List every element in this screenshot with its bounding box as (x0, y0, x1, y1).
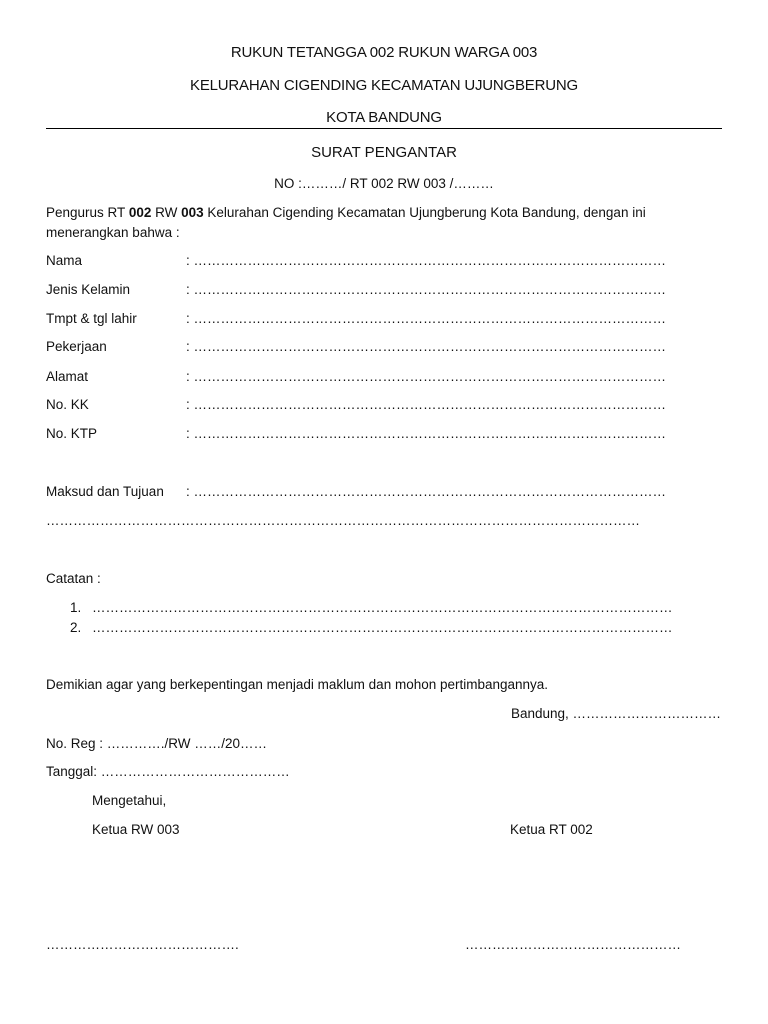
intro-paragraph (46, 203, 714, 243)
field-value-pekerjaan: : …………………………………………………………………………………………… (186, 339, 667, 354)
field-value-no-ktp: : …………………………………………………………………………………………… (186, 426, 667, 441)
purpose-continuation: …………………………………………………………………………………………………………………… (46, 513, 640, 528)
place-date: Bandung, …………………………… (510, 706, 721, 721)
field-label-no-ktp: No. KTP (46, 426, 98, 441)
rt-signature-line: ………………………………………… (465, 937, 681, 952)
note-number-1: 1. (70, 600, 82, 615)
intro-text: RW (151, 205, 182, 220)
note-line-2: ………………………………………………………………………………………………………………… (92, 620, 673, 635)
field-value-alamat: : …………………………………………………………………………………………… (186, 369, 667, 384)
header-line-1: RUKUN TETANGGA 002 RUKUN WARGA 003 (230, 44, 538, 61)
field-label-pekerjaan: Pekerjaan (46, 339, 107, 354)
field-value-nama: : …………………………………………………………………………………………… (186, 253, 667, 268)
field-value-no-kk: : …………………………………………………………………………………………… (186, 397, 667, 412)
header-divider (46, 128, 722, 129)
acknowledged-label: Mengetahui, (92, 793, 167, 808)
intro-text: Kelurahan Cigending Kecamatan Ujungberung Kota Bandung, dengan ini menerangkan bahwa : (46, 205, 646, 240)
field-label-no-kk: No. KK (46, 397, 89, 412)
intro-rw-number: 003 (181, 205, 204, 220)
registration-number: No. Reg : …………./RW ……/20…… (46, 736, 268, 751)
note-number-2: 2. (70, 620, 82, 635)
intro-rt-number: 002 (128, 205, 152, 220)
notes-label: Catatan : (46, 571, 101, 586)
document-title: SURAT PENGANTAR (311, 144, 457, 161)
field-label-nama: Nama (46, 253, 83, 268)
field-value-tempat-tgl-lahir: : …………………………………………………………………………………………… (186, 311, 667, 326)
rt-chairman-title: Ketua RT 002 (510, 822, 593, 837)
rw-chairman-title: Ketua RW 003 (92, 822, 180, 837)
field-label-alamat: Alamat (46, 369, 89, 384)
field-label-tempat-tgl-lahir: Tmpt & tgl lahir (46, 311, 137, 326)
intro-text: Pengurus RT (46, 205, 129, 220)
field-label-jenis-kelamin: Jenis Kelamin (46, 282, 131, 297)
rw-signature-line: ……………………………………. (46, 937, 239, 952)
closing-statement: Demikian agar yang berkepentingan menjadi maklum dan mohon pertimbangannya. (46, 677, 549, 692)
date-line: Tanggal: …………………………………… (46, 764, 290, 779)
header-line-2: KELURAHAN CIGENDING KECAMATAN UJUNGBERUNG (190, 77, 578, 94)
field-value-jenis-kelamin: : …………………………………………………………………………………………… (186, 282, 667, 297)
purpose-label: Maksud dan Tujuan (46, 484, 164, 499)
purpose-value: : …………………………………………………………………………………………… (186, 484, 667, 499)
header-line-3: KOTA BANDUNG (326, 109, 442, 126)
document-number: NO :………/ RT 002 RW 003 /……… (274, 176, 494, 191)
note-line-1: ………………………………………………………………………………………………………………… (92, 600, 673, 615)
